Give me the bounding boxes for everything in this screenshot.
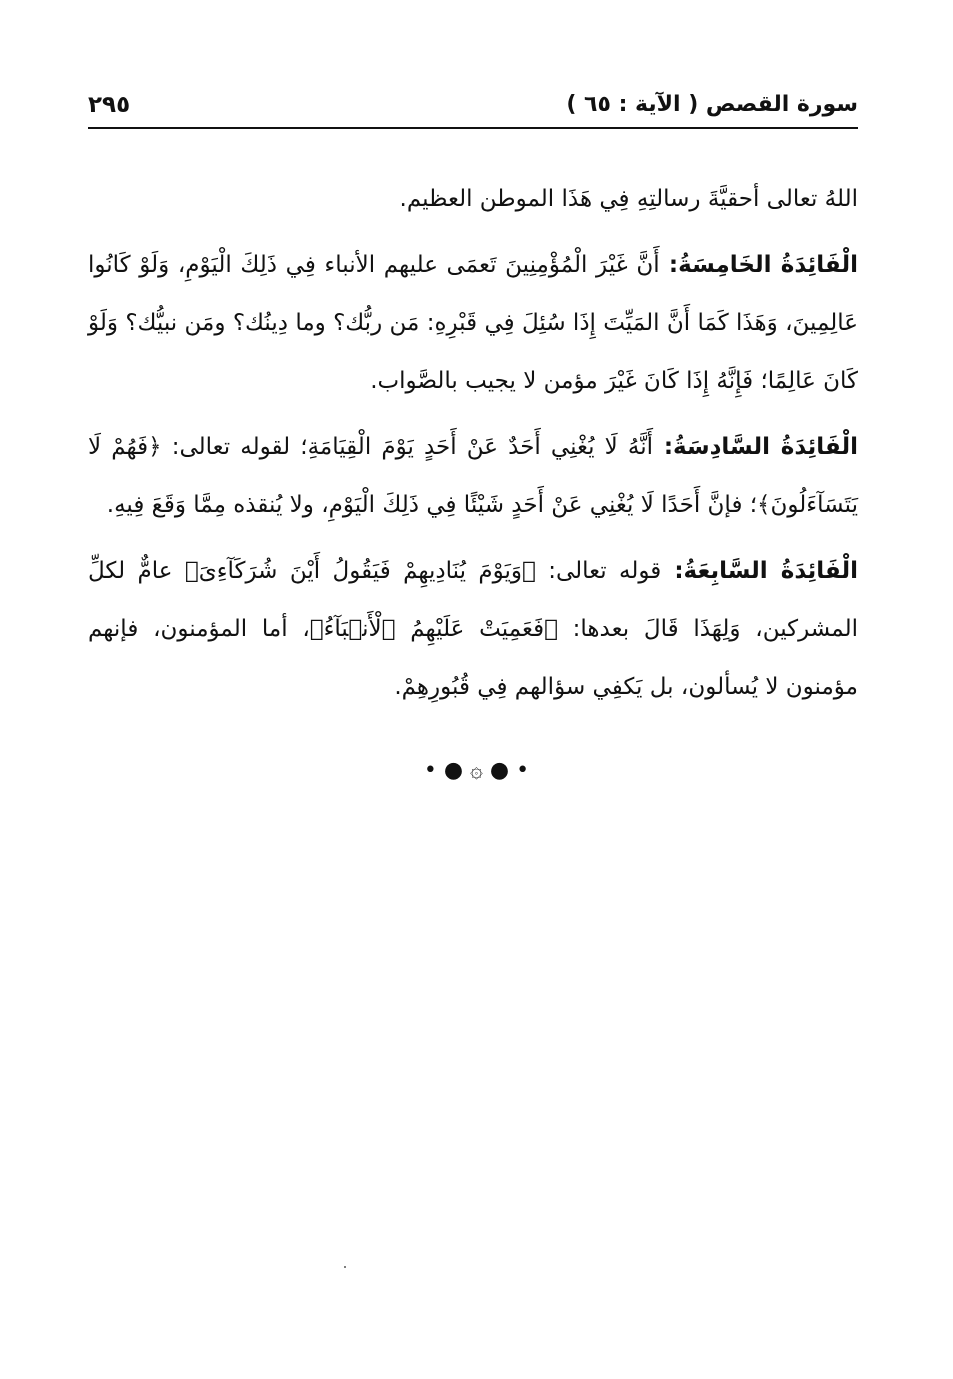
paragraph-text: قوله تعالى: ﴿وَيَوْمَ يُنَادِيهِمْ فَيَقُولُ أَيْنَ شُرَكَآءِىَ﴾ عامٌّ لكلِّ المشركين، وَلِهَذَا قَالَ بعدها: ﴿فَعَمِيَتْ عَلَيْهِمُ ٱلْأَنۢبَآءُ﴾، أما المؤمنون، فإنهم مؤمنون لا يُسألون، بل يَكفِي سؤالهم فِي قُبُورِهِمْ. bbox=[88, 558, 858, 700]
page-number: ٢٩٥ bbox=[88, 92, 131, 118]
paragraph-text: اللهُ تعالى أحقيَّةَ رسالتِهِ فِي هَذَا الموطن العظيم. bbox=[399, 186, 858, 212]
paragraph-benefit-5: الْفَائِدَةُ الخَامِسَةُ: أَنَّ غَيْرَ الْمُؤْمِنِينَ تَعمَى عليهم الأنباء فِي ذَلِكَ الْيَوْمِ، وَلَوْ كَانُوا عَالِمِينَ، وَهَذَا كَمَا أَنَّ المَيِّتَ إِذَا سُئِلَ فِي قَبْرِهِ: مَن ربُّك؟ وما دِينُك؟ ومَن نبيُّك؟ وَلَوْ كَانَ عَالِمًا؛ فَإِنَّهُ إِذَا كَانَ غَيْرَ مؤمن لا يجيب بالصَّواب. bbox=[88, 252, 858, 394]
benefit-heading: الْفَائِدَةُ الخَامِسَةُ bbox=[678, 252, 858, 278]
paragraph-text: أَنَّ غَيْرَ الْمُؤْمِنِينَ تَعمَى عليهم الأنباء فِي ذَلِكَ الْيَوْمِ، وَلَوْ كَانُوا عَالِمِينَ، وَهَذَا كَمَا أَنَّ المَيِّتَ إِذَا سُئِلَ فِي قَبْرِهِ: مَن ربُّك؟ وما دِينُك؟ ومَن نبيُّك؟ وَلَوْ كَانَ عَالِمًا؛ فَإِنَّهُ إِذَا كَانَ غَيْرَ مؤمن لا يجيب بالصَّواب. bbox=[88, 252, 858, 394]
running-header bbox=[88, 86, 858, 126]
header-divider bbox=[88, 127, 858, 129]
header-title: سورة القصص ( الآية : ٦٥ ) bbox=[566, 92, 858, 117]
benefit-heading: الْفَائِدَةُ السَّابِعَةُ bbox=[683, 558, 858, 584]
benefit-heading: الْفَائِدَةُ السَّادِسَةُ bbox=[673, 434, 858, 460]
section-end-ornament: • ● ۞ ● • bbox=[423, 758, 530, 783]
paragraph-benefit-7: الْفَائِدَةُ السَّابِعَةُ: قوله تعالى: ﴿وَيَوْمَ يُنَادِيهِمْ فَيَقُولُ أَيْنَ شُرَكَآءِىَ﴾ عامٌّ لكلِّ المشركين، وَلِهَذَا قَالَ بعدها: ﴿فَعَمِيَتْ عَلَيْهِمُ ٱلْأَنۢبَآءُ﴾، أما المؤمنون، فإنهم مؤمنون لا يُسألون، بل يَكفِي سؤالهم فِي قُبُورِهِمْ. bbox=[88, 558, 858, 700]
body-text bbox=[88, 170, 858, 724]
paragraph-benefit-6: الْفَائِدَةُ السَّادِسَةُ: أَنَّهُ لَا يُغْنِي أَحَدٌ عَنْ أَحَدٍ يَوْمَ الْقِيَامَةِ؛ لقوله تعالى: ﴿فَهُمْ لَا يَتَسَآءَلُونَ﴾؛ فإنَّ أَحَدًا لَا يُغْنِي عَنْ أَحَدٍ شَيْئًا فِي ذَلِكَ الْيَوْمِ، ولا يُنقذه مِمَّا وَقَعَ فِيهِ. bbox=[88, 434, 858, 518]
paragraph-text: أَنَّهُ لَا يُغْنِي أَحَدٌ عَنْ أَحَدٍ يَوْمَ الْقِيَامَةِ؛ لقوله تعالى: ﴿فَهُمْ لَا يَتَسَآءَلُونَ﴾؛ فإنَّ أَحَدًا لَا يُغْنِي عَنْ أَحَدٍ شَيْئًا فِي ذَلِكَ الْيَوْمِ، ولا يُنقذه مِمَّا وَقَعَ فِيهِ. bbox=[88, 434, 858, 518]
scan-speck bbox=[344, 1266, 346, 1268]
paragraph-continuation bbox=[88, 170, 858, 228]
